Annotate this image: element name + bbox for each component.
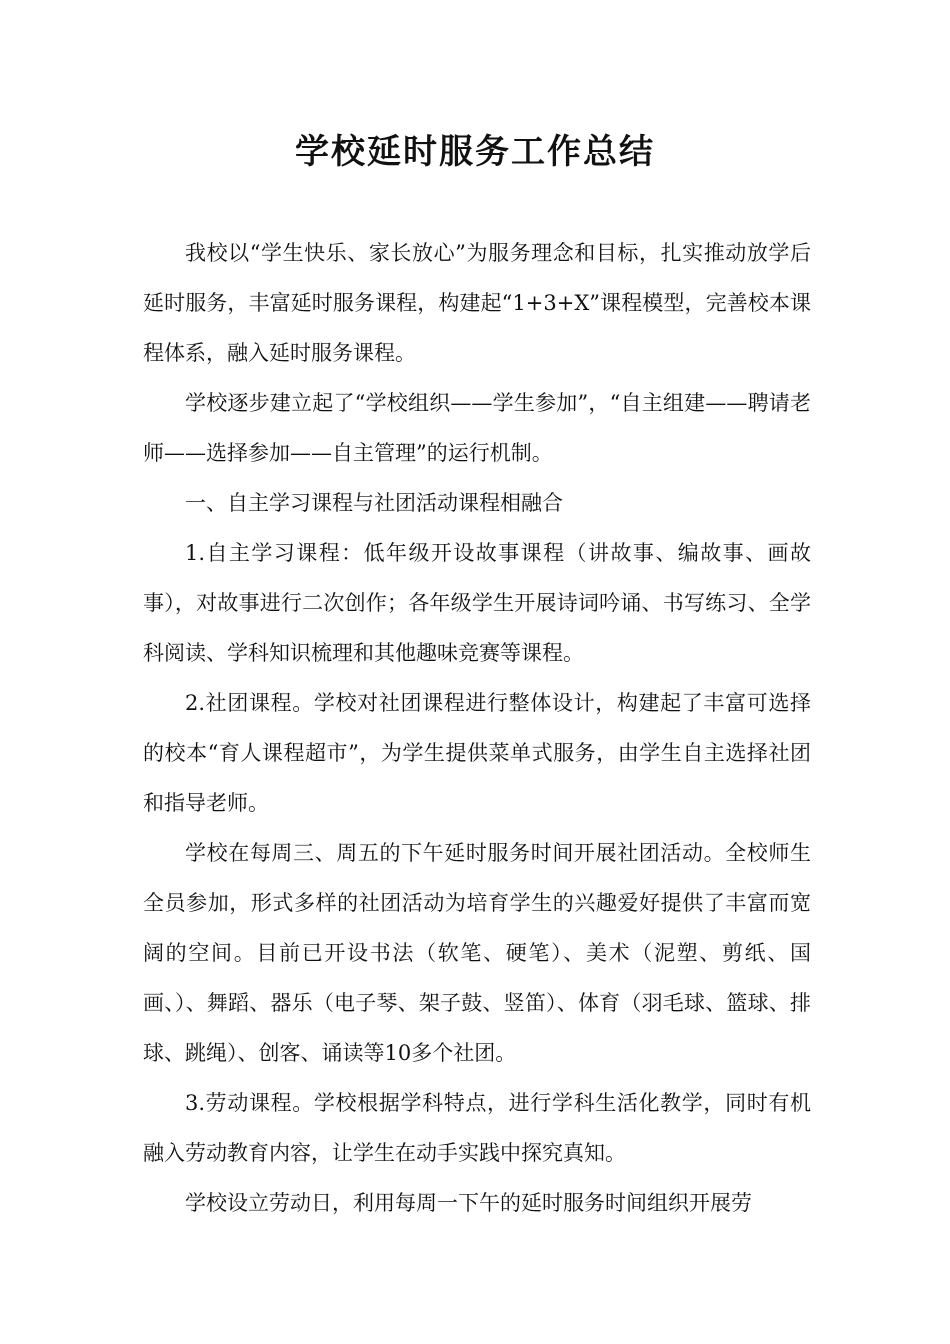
- document-body: [143, 228, 811, 1228]
- paragraph-intro: 我校以“学生快乐、家长放心”为服务理念和目标，扎实推动放学后延时服务，丰富延时服务课程，构建起“1+3+X”课程模型，完善校本课程体系，融入延时服务课程。: [143, 241, 811, 365]
- paragraph-labor-day: 学校设立劳动日，利用每周一下午的延时服务时间组织开展劳: [185, 1191, 752, 1215]
- paragraph-item-1: 1.自主学习课程：低年级开设故事课程（讲故事、编故事、画故事），对故事进行二次创作；各年级学生开展诗词吟诵、书写练习、全学科阅读、学科知识梳理和其他趣味竞赛等课程。: [143, 541, 811, 665]
- paragraph-item-2: 2.社团课程。学校对社团课程进行整体设计，构建起了丰富可选择的校本“育人课程超市”，为学生提供菜单式服务，由学生自主选择社团和指导老师。: [143, 691, 811, 815]
- section-heading: 一、自主学习课程与社团活动课程相融合: [185, 491, 563, 515]
- paragraph-mechanism: 学校逐步建立起了“学校组织——学生参加”，“自主组建——聘请老师——选择参加——自主管理”的运行机制。: [143, 391, 811, 465]
- paragraph-club-activities: 学校在每周三、周五的下午延时服务时间开展社团活动。全校师生全员参加，形式多样的社团活动为培育学生的兴趣爱好提供了丰富而宽阔的空间。目前已开设书法（软笔、硬笔）、美术（泥塑、剪纸、国画、）、舞蹈、器乐（电子琴、架子鼓、竖笛）、体育（羽毛球、篮球、排球、跳绳）、创客、诵读等10多个社团。: [143, 841, 811, 1065]
- document-title: 学校延时服务工作总结: [295, 132, 655, 172]
- paragraph-item-3: 3.劳动课程。学校根据学科特点，进行学科生活化教学，同时有机融入劳动教育内容，让学生在动手实践中探究真知。: [143, 1091, 811, 1165]
